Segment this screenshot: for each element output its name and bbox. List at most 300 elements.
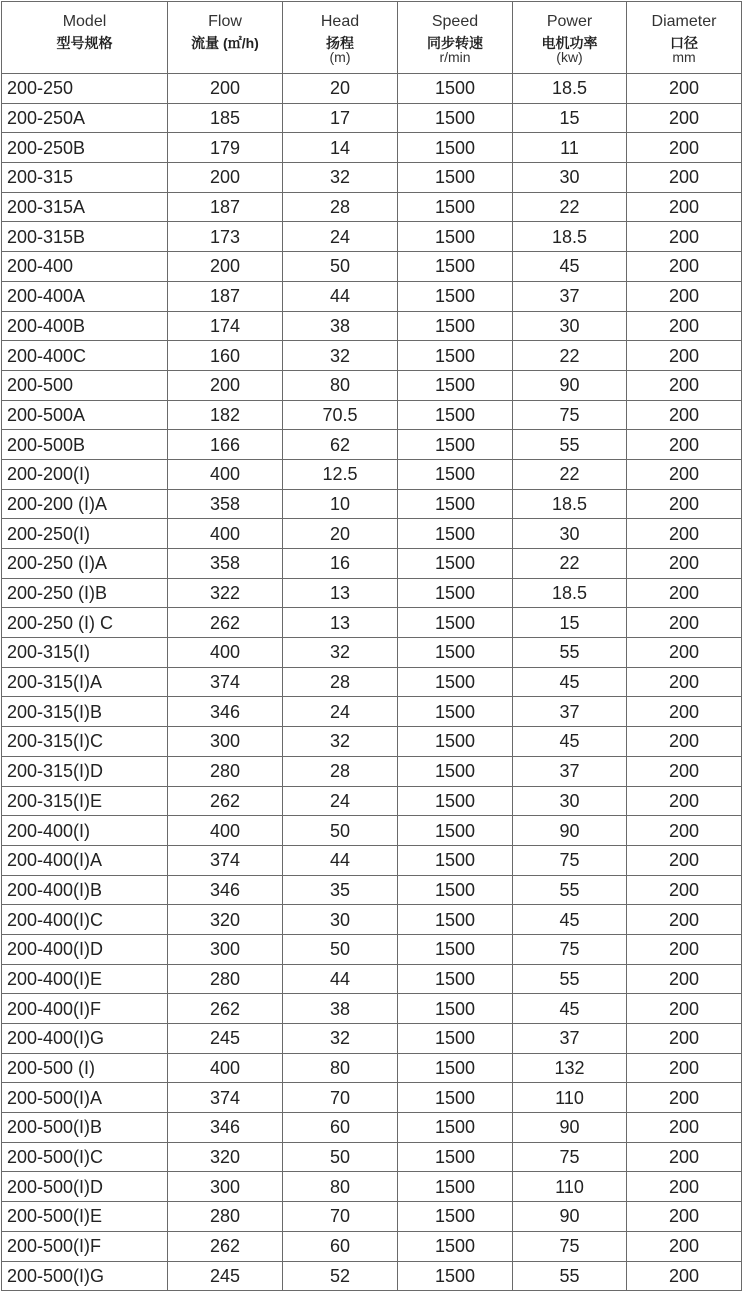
power-cell: 18.5 [513,74,627,104]
power-cell: 37 [513,756,627,786]
power-cell: 11 [513,133,627,163]
model-cell: 200-250A [2,103,168,133]
power-cell: 45 [513,994,627,1024]
flow-cell: 262 [168,608,283,638]
power-cell: 90 [513,1202,627,1232]
diameter-cell: 200 [627,192,742,222]
model-cell: 200-400A [2,281,168,311]
power-cell: 15 [513,608,627,638]
power-cell: 30 [513,311,627,341]
flow-cell: 300 [168,727,283,757]
diameter-cell: 200 [627,1024,742,1054]
flow-cell: 400 [168,1053,283,1083]
table-row [2,311,742,341]
speed-cell: 1500 [398,667,513,697]
power-cell: 45 [513,252,627,282]
table-row [2,370,742,400]
header-speed-en: Speed [431,13,479,30]
header-head-cn: 扬程 [326,35,354,51]
flow-cell: 262 [168,786,283,816]
power-cell: 45 [513,727,627,757]
table-row [2,845,742,875]
head-cell: 62 [283,430,398,460]
diameter-cell: 200 [627,341,742,371]
head-cell: 80 [283,1172,398,1202]
model-cell: 200-250 [2,74,168,104]
head-cell: 32 [283,1024,398,1054]
model-cell: 200-315(I)C [2,727,168,757]
header-diameter-cn: 口径 [670,35,698,51]
table-row [2,578,742,608]
model-cell: 200-315(I)D [2,756,168,786]
table-row [2,875,742,905]
speed-cell: 1500 [398,341,513,371]
speed-cell: 1500 [398,727,513,757]
model-cell: 200-400(I)D [2,934,168,964]
speed-cell: 1500 [398,994,513,1024]
table-row [2,281,742,311]
table-row [2,1024,742,1054]
speed-cell: 1500 [398,400,513,430]
table-row [2,133,742,163]
speed-cell: 1500 [398,756,513,786]
flow-cell: 182 [168,400,283,430]
power-cell: 22 [513,459,627,489]
model-cell: 200-400 [2,252,168,282]
model-cell: 200-500(I)B [2,1113,168,1143]
speed-cell: 1500 [398,845,513,875]
flow-cell: 400 [168,638,283,668]
model-cell: 200-500(I)E [2,1202,168,1232]
diameter-cell: 200 [627,103,742,133]
power-cell: 55 [513,875,627,905]
flow-cell: 400 [168,519,283,549]
diameter-cell: 200 [627,994,742,1024]
head-cell: 32 [283,341,398,371]
table-row [2,222,742,252]
table-row [2,964,742,994]
diameter-cell: 200 [627,697,742,727]
table-row [2,638,742,668]
diameter-cell: 200 [627,252,742,282]
model-cell: 200-400(I)F [2,994,168,1024]
diameter-cell: 200 [627,1261,742,1291]
power-cell: 55 [513,638,627,668]
table-row [2,905,742,935]
model-cell: 200-250(I) [2,519,168,549]
flow-cell: 358 [168,489,283,519]
table-row [2,1083,742,1113]
diameter-cell: 200 [627,1083,742,1113]
speed-cell: 1500 [398,192,513,222]
diameter-cell: 200 [627,875,742,905]
head-cell: 50 [283,252,398,282]
power-cell: 110 [513,1083,627,1113]
diameter-cell: 200 [627,281,742,311]
flow-cell: 174 [168,311,283,341]
speed-cell: 1500 [398,1261,513,1291]
diameter-cell: 200 [627,370,742,400]
speed-cell: 1500 [398,459,513,489]
table-row [2,459,742,489]
model-cell: 200-500A [2,400,168,430]
flow-cell: 374 [168,667,283,697]
speed-cell: 1500 [398,489,513,519]
speed-cell: 1500 [398,222,513,252]
flow-cell: 187 [168,192,283,222]
table-row [2,994,742,1024]
head-cell: 50 [283,934,398,964]
power-cell: 22 [513,341,627,371]
header-speed-unit: r/min [439,49,471,65]
model-cell: 200-315 [2,163,168,193]
power-cell: 18.5 [513,222,627,252]
model-cell: 200-250 (I)A [2,549,168,579]
header-model-en: Model [62,13,107,30]
head-cell: 28 [283,192,398,222]
header-model [2,2,168,74]
power-cell: 15 [513,103,627,133]
flow-cell: 300 [168,934,283,964]
flow-cell: 200 [168,252,283,282]
speed-cell: 1500 [398,905,513,935]
header-flow [168,2,283,74]
diameter-cell: 200 [627,816,742,846]
model-cell: 200-400(I)A [2,845,168,875]
diameter-cell: 200 [627,489,742,519]
table-row [2,816,742,846]
power-cell: 18.5 [513,578,627,608]
diameter-cell: 200 [627,638,742,668]
head-cell: 70 [283,1083,398,1113]
table-row [2,400,742,430]
model-cell: 200-400(I)C [2,905,168,935]
diameter-cell: 200 [627,727,742,757]
speed-cell: 1500 [398,875,513,905]
model-cell: 200-500(I)G [2,1261,168,1291]
diameter-cell: 200 [627,578,742,608]
power-cell: 30 [513,786,627,816]
power-cell: 18.5 [513,489,627,519]
speed-cell: 1500 [398,638,513,668]
table-row [2,667,742,697]
header-flow-en: Flow [208,13,242,30]
header-power-unit: (kw) [556,49,583,65]
power-cell: 132 [513,1053,627,1083]
table-row [2,519,742,549]
head-cell: 50 [283,1142,398,1172]
model-cell: 200-400(I)B [2,875,168,905]
flow-cell: 173 [168,222,283,252]
header-diameter-en: Diameter [651,13,717,30]
speed-cell: 1500 [398,1172,513,1202]
model-cell: 200-500(I)D [2,1172,168,1202]
speed-cell: 1500 [398,519,513,549]
table-row [2,934,742,964]
header-model-cn: 型号规格 [56,35,113,51]
header-head-unit: (m) [329,49,351,65]
head-cell: 52 [283,1261,398,1291]
flow-cell: 358 [168,549,283,579]
header-diameter-unit: mm [672,49,696,65]
power-cell: 75 [513,845,627,875]
diameter-cell: 200 [627,430,742,460]
diameter-cell: 200 [627,667,742,697]
diameter-cell: 200 [627,608,742,638]
power-cell: 110 [513,1172,627,1202]
table-row [2,430,742,460]
diameter-cell: 200 [627,934,742,964]
speed-cell: 1500 [398,934,513,964]
model-cell: 200-500B [2,430,168,460]
table-row [2,252,742,282]
speed-cell: 1500 [398,252,513,282]
flow-cell: 346 [168,875,283,905]
table-row [2,341,742,371]
table-row [2,697,742,727]
flow-cell: 400 [168,459,283,489]
head-cell: 24 [283,222,398,252]
head-cell: 80 [283,370,398,400]
power-cell: 37 [513,1024,627,1054]
flow-cell: 320 [168,1142,283,1172]
power-cell: 90 [513,1113,627,1143]
flow-cell: 200 [168,163,283,193]
power-cell: 55 [513,964,627,994]
diameter-cell: 200 [627,222,742,252]
flow-cell: 200 [168,74,283,104]
diameter-cell: 200 [627,163,742,193]
speed-cell: 1500 [398,1053,513,1083]
diameter-cell: 200 [627,1113,742,1143]
head-cell: 60 [283,1231,398,1261]
flow-cell: 187 [168,281,283,311]
power-cell: 75 [513,934,627,964]
head-cell: 12.5 [283,459,398,489]
speed-cell: 1500 [398,608,513,638]
header-diameter [627,2,742,74]
speed-cell: 1500 [398,1113,513,1143]
head-cell: 24 [283,786,398,816]
model-cell: 200-315(I)B [2,697,168,727]
table-row [2,163,742,193]
flow-cell: 200 [168,370,283,400]
table-row [2,1142,742,1172]
flow-cell: 179 [168,133,283,163]
head-cell: 10 [283,489,398,519]
head-cell: 32 [283,638,398,668]
flow-cell: 280 [168,964,283,994]
header-flow-cn: 流量 (㎡/h) [191,35,259,51]
flow-cell: 400 [168,816,283,846]
flow-cell: 160 [168,341,283,371]
head-cell: 20 [283,519,398,549]
power-cell: 45 [513,667,627,697]
diameter-cell: 200 [627,311,742,341]
speed-cell: 1500 [398,1202,513,1232]
power-cell: 22 [513,549,627,579]
diameter-cell: 200 [627,1202,742,1232]
diameter-cell: 200 [627,905,742,935]
table-row [2,549,742,579]
flow-cell: 280 [168,756,283,786]
model-cell: 200-250 (I) C [2,608,168,638]
head-cell: 80 [283,1053,398,1083]
diameter-cell: 200 [627,400,742,430]
speed-cell: 1500 [398,816,513,846]
table-header [2,2,742,74]
speed-cell: 1500 [398,163,513,193]
model-cell: 200-400C [2,341,168,371]
head-cell: 44 [283,964,398,994]
table-row [2,103,742,133]
flow-cell: 346 [168,1113,283,1143]
speed-cell: 1500 [398,1083,513,1113]
flow-cell: 300 [168,1172,283,1202]
flow-cell: 320 [168,905,283,935]
model-cell: 200-500 [2,370,168,400]
head-cell: 13 [283,578,398,608]
diameter-cell: 200 [627,756,742,786]
head-cell: 70 [283,1202,398,1232]
flow-cell: 166 [168,430,283,460]
flow-cell: 322 [168,578,283,608]
header-power [513,2,627,74]
diameter-cell: 200 [627,1142,742,1172]
table-row [2,1231,742,1261]
table-row [2,608,742,638]
speed-cell: 1500 [398,370,513,400]
flow-cell: 262 [168,1231,283,1261]
power-cell: 45 [513,905,627,935]
speed-cell: 1500 [398,133,513,163]
flow-cell: 374 [168,845,283,875]
power-cell: 75 [513,1142,627,1172]
header-speed-cn: 同步转速 [427,35,483,51]
table-row [2,1261,742,1291]
speed-cell: 1500 [398,311,513,341]
power-cell: 37 [513,697,627,727]
model-cell: 200-315(I)E [2,786,168,816]
power-cell: 22 [513,192,627,222]
head-cell: 16 [283,549,398,579]
diameter-cell: 200 [627,549,742,579]
table-row [2,727,742,757]
model-cell: 200-400(I) [2,816,168,846]
speed-cell: 1500 [398,1024,513,1054]
head-cell: 30 [283,905,398,935]
head-cell: 35 [283,875,398,905]
head-cell: 28 [283,756,398,786]
table-row [2,1202,742,1232]
speed-cell: 1500 [398,74,513,104]
speed-cell: 1500 [398,430,513,460]
speed-cell: 1500 [398,964,513,994]
head-cell: 38 [283,311,398,341]
diameter-cell: 200 [627,1053,742,1083]
power-cell: 75 [513,1231,627,1261]
flow-cell: 185 [168,103,283,133]
model-cell: 200-250 (I)B [2,578,168,608]
head-cell: 70.5 [283,400,398,430]
head-cell: 20 [283,74,398,104]
table-row [2,1053,742,1083]
diameter-cell: 200 [627,1231,742,1261]
head-cell: 24 [283,697,398,727]
flow-cell: 262 [168,994,283,1024]
model-cell: 200-315(I)A [2,667,168,697]
model-cell: 200-400B [2,311,168,341]
pump-spec-table [1,1,742,1291]
power-cell: 55 [513,1261,627,1291]
head-cell: 50 [283,816,398,846]
head-cell: 32 [283,727,398,757]
diameter-cell: 200 [627,459,742,489]
head-cell: 17 [283,103,398,133]
diameter-cell: 200 [627,964,742,994]
header-power-en: Power [546,13,593,30]
table-row [2,1113,742,1143]
speed-cell: 1500 [398,697,513,727]
model-cell: 200-200(I) [2,459,168,489]
power-cell: 30 [513,163,627,193]
model-cell: 200-315A [2,192,168,222]
flow-cell: 280 [168,1202,283,1232]
header-power-cn: 电机功率 [541,35,598,51]
power-cell: 37 [513,281,627,311]
head-cell: 44 [283,845,398,875]
model-cell: 200-315(I) [2,638,168,668]
diameter-cell: 200 [627,845,742,875]
speed-cell: 1500 [398,1231,513,1261]
model-cell: 200-250B [2,133,168,163]
speed-cell: 1500 [398,786,513,816]
model-cell: 200-500(I)C [2,1142,168,1172]
speed-cell: 1500 [398,1142,513,1172]
model-cell: 200-500(I)A [2,1083,168,1113]
model-cell: 200-400(I)E [2,964,168,994]
diameter-cell: 200 [627,519,742,549]
power-cell: 75 [513,400,627,430]
table-row [2,756,742,786]
head-cell: 32 [283,163,398,193]
speed-cell: 1500 [398,281,513,311]
head-cell: 13 [283,608,398,638]
head-cell: 38 [283,994,398,1024]
model-cell: 200-500 (I) [2,1053,168,1083]
flow-cell: 346 [168,697,283,727]
model-cell: 200-500(I)F [2,1231,168,1261]
diameter-cell: 200 [627,74,742,104]
model-cell: 200-315B [2,222,168,252]
power-cell: 90 [513,370,627,400]
table-body [2,74,742,1291]
speed-cell: 1500 [398,103,513,133]
header-row [2,2,742,74]
table-row [2,1172,742,1202]
power-cell: 90 [513,816,627,846]
speed-cell: 1500 [398,578,513,608]
diameter-cell: 200 [627,786,742,816]
diameter-cell: 200 [627,1172,742,1202]
flow-cell: 245 [168,1024,283,1054]
header-head-en: Head [320,13,360,30]
flow-cell: 374 [168,1083,283,1113]
table-row [2,489,742,519]
speed-cell: 1500 [398,549,513,579]
header-head [283,2,398,74]
power-cell: 55 [513,430,627,460]
